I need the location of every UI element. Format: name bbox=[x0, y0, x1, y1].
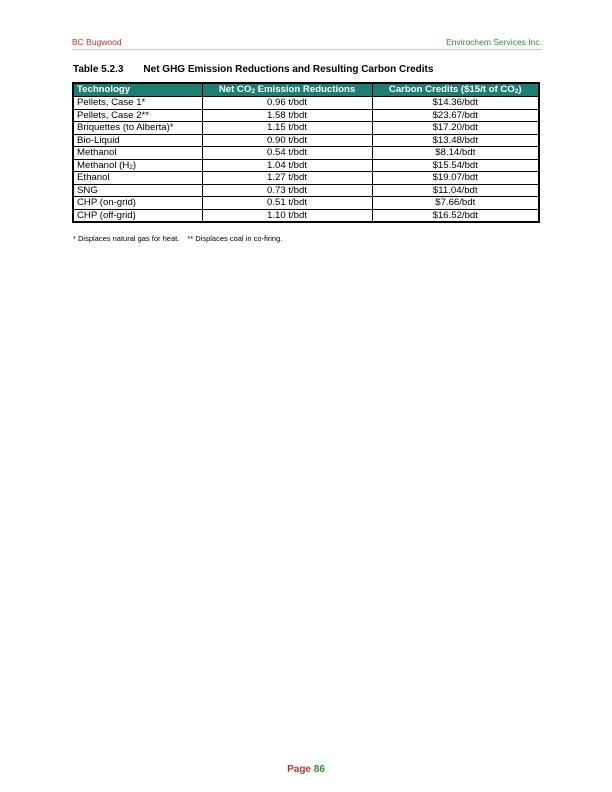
cell-reduction: 0.54 t/bdt bbox=[202, 147, 372, 160]
cell-technology: Pellets, Case 1* bbox=[74, 97, 202, 110]
table-row bbox=[74, 184, 538, 197]
cell-reduction: 0.96 t/bdt bbox=[202, 97, 372, 110]
table-row bbox=[74, 147, 538, 160]
cell-technology-post: ) bbox=[132, 159, 137, 171]
col-header-credits-sub: 2 bbox=[514, 88, 519, 95]
table-row bbox=[74, 197, 538, 210]
table-footnotes bbox=[73, 234, 282, 243]
cell-credit: $23.67/bdt bbox=[372, 109, 538, 122]
page-number: 86 bbox=[313, 764, 325, 775]
cell-technology-sub: 2 bbox=[129, 163, 133, 171]
table-row bbox=[74, 172, 538, 185]
cell-credit: $8.14/bdt bbox=[372, 147, 538, 160]
page-label: Page bbox=[287, 764, 311, 775]
cell-technology: Pellets, Case 2** bbox=[74, 109, 202, 122]
cell-technology: Ethanol bbox=[74, 172, 202, 185]
cell-reduction: 1.15 t/bdt bbox=[202, 122, 372, 135]
header-company: Envirochem Services Inc. bbox=[446, 37, 542, 47]
table-row bbox=[74, 109, 538, 122]
table-header-row bbox=[74, 84, 538, 97]
header-org: BC Bugwood bbox=[72, 37, 122, 47]
table-title: Net GHG Emission Reductions and Resulting Carbon Credits bbox=[143, 64, 434, 75]
cell-reduction: 0.73 t/bdt bbox=[202, 184, 372, 197]
col-header-technology: Technology bbox=[74, 84, 202, 97]
cell-credit: $11.04/bdt bbox=[372, 184, 538, 197]
col-header-reductions-pre: Net CO bbox=[218, 84, 252, 95]
cell-technology: SNG bbox=[74, 184, 202, 197]
cell-credit: $17.20/bdt bbox=[372, 122, 538, 135]
cell-reduction: 1.58 t/bdt bbox=[202, 109, 372, 122]
cell-technology: Methanol bbox=[74, 147, 202, 160]
cell-credit: $16.52/bdt bbox=[372, 209, 538, 221]
page-footer bbox=[0, 764, 612, 775]
footnote-coal: ** Displaces coal in co-firing. bbox=[187, 234, 283, 243]
cell-credit: $7.66/bdt bbox=[372, 197, 538, 210]
cell-credit: $13.48/bdt bbox=[372, 134, 538, 147]
table-row bbox=[74, 134, 538, 147]
col-header-credits bbox=[372, 84, 538, 97]
emissions-table bbox=[72, 82, 540, 223]
table-row bbox=[74, 209, 538, 221]
table-caption bbox=[73, 64, 433, 75]
cell-technology: CHP (on-grid) bbox=[74, 197, 202, 210]
page-header bbox=[72, 37, 542, 50]
col-header-reductions-post: Emission Reductions bbox=[254, 84, 356, 95]
cell-technology: CHP (off-grid) bbox=[74, 209, 202, 221]
cell-credit: $14.36/bdt bbox=[372, 97, 538, 110]
cell-technology bbox=[74, 159, 202, 172]
table-row bbox=[74, 97, 538, 110]
footnote-natural-gas: * Displaces natural gas for heat. bbox=[73, 234, 180, 243]
table-row bbox=[74, 159, 538, 172]
cell-technology: Briquettes (to Alberta)* bbox=[74, 122, 202, 135]
cell-credit: $15.54/bdt bbox=[372, 159, 538, 172]
table-number: Table 5.2.3 bbox=[73, 64, 124, 75]
cell-reduction: 1.10 t/bdt bbox=[202, 209, 372, 221]
cell-technology: Bio-Liquid bbox=[74, 134, 202, 147]
table-row bbox=[74, 122, 538, 135]
cell-reduction: 0.90 t/bdt bbox=[202, 134, 372, 147]
cell-reduction: 0.51 t/bdt bbox=[202, 197, 372, 210]
cell-reduction: 1.27 t/bdt bbox=[202, 172, 372, 185]
cell-technology-pre: Methanol (H bbox=[77, 159, 130, 171]
cell-reduction: 1.04 t/bdt bbox=[202, 159, 372, 172]
col-header-credits-pre: Carbon Credits ($15/t of CO bbox=[388, 84, 515, 95]
col-header-reductions bbox=[202, 84, 372, 97]
col-header-credits-post: ) bbox=[518, 84, 522, 95]
cell-credit: $19.07/bdt bbox=[372, 172, 538, 185]
col-header-reductions-sub: 2 bbox=[251, 88, 255, 95]
